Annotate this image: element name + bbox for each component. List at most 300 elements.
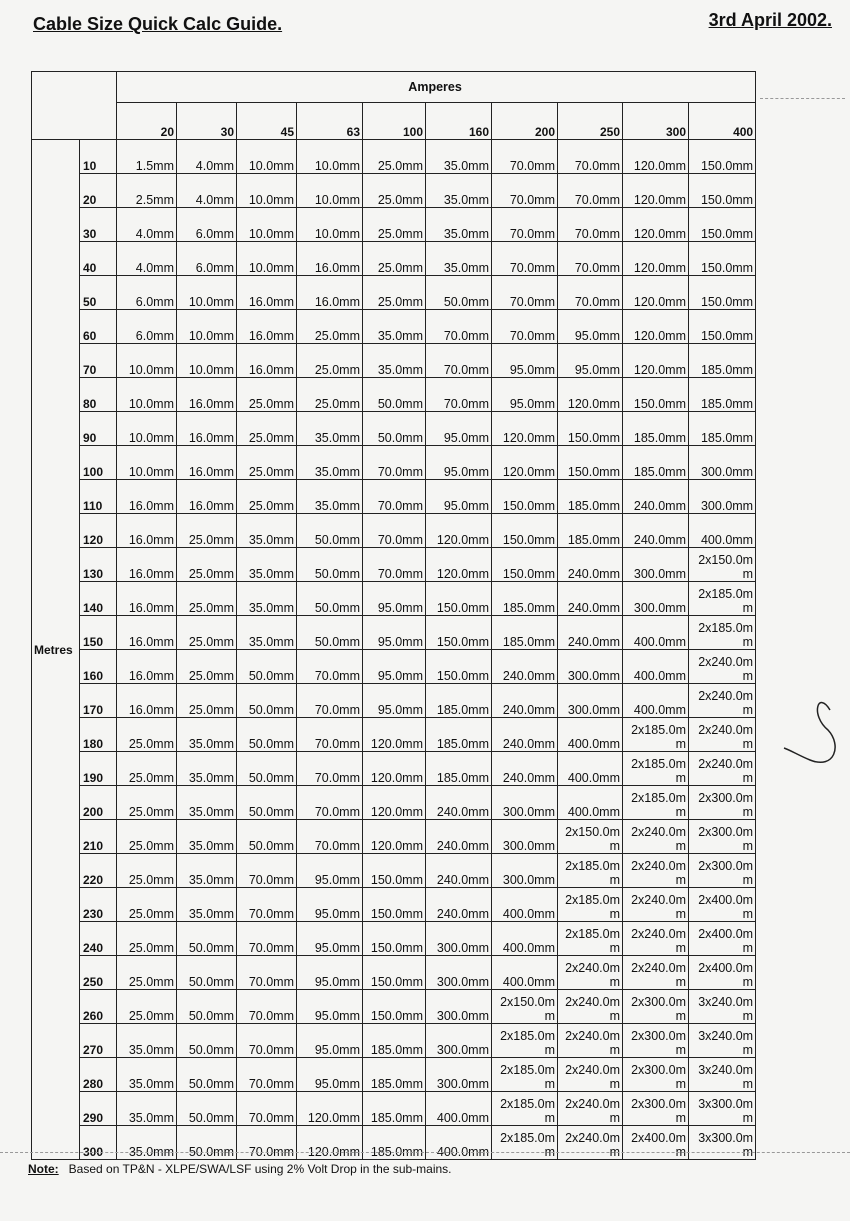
distance-cell: 230: [80, 888, 117, 922]
distance-cell: 60: [80, 310, 117, 344]
cable-size-cell: 95.0mm: [297, 1058, 363, 1092]
table-row: [32, 208, 756, 242]
cable-size-cell: 10.0mm: [117, 412, 177, 446]
cable-size-cell: 400.0mm: [558, 786, 623, 820]
cable-size-cell: 35.0mm: [426, 140, 492, 174]
cable-size-cell: 95.0mm: [363, 582, 426, 616]
cable-size-cell: 70.0mm: [297, 650, 363, 684]
cable-size-cell: 35.0mm: [297, 480, 363, 514]
cable-size-cell: 95.0mm: [426, 412, 492, 446]
cable-size-cell: 95.0mm: [297, 956, 363, 990]
cable-size-cell: 16.0mm: [237, 276, 297, 310]
cable-size-cell: 70.0mm: [297, 786, 363, 820]
cable-size-cell: 10.0mm: [237, 174, 297, 208]
cable-size-cell: 120.0mm: [363, 752, 426, 786]
cable-size-cell: 2x185.0mm: [492, 1058, 558, 1092]
cable-size-cell: 3x300.0mm: [689, 1092, 756, 1126]
cable-size-cell: 2x240.0mm: [558, 1126, 623, 1160]
cable-size-cell: 10.0mm: [237, 140, 297, 174]
amperes-header-row: [32, 72, 756, 103]
cable-size-cell: 400.0mm: [689, 514, 756, 548]
table-row: [32, 548, 756, 582]
cable-size-cell: 2x240.0mm: [623, 820, 689, 854]
table-row: [32, 582, 756, 616]
cable-size-cell: 300.0mm: [623, 582, 689, 616]
cable-size-cell: 10.0mm: [177, 344, 237, 378]
cable-size-cell: 16.0mm: [117, 480, 177, 514]
table-row: [32, 1024, 756, 1058]
cable-size-cell: 2x300.0mm: [689, 820, 756, 854]
cable-size-cell: 35.0mm: [237, 548, 297, 582]
cable-size-cell: 300.0mm: [689, 480, 756, 514]
cable-size-cell: 185.0mm: [689, 378, 756, 412]
cable-size-cell: 120.0mm: [623, 174, 689, 208]
cable-size-cell: 25.0mm: [237, 480, 297, 514]
cable-size-cell: 2x185.0mm: [492, 1024, 558, 1058]
cable-size-cell: 25.0mm: [237, 378, 297, 412]
distance-cell: 260: [80, 990, 117, 1024]
cable-size-cell: 300.0mm: [689, 446, 756, 480]
cable-size-cell: 185.0mm: [689, 412, 756, 446]
cable-size-cell: 10.0mm: [177, 310, 237, 344]
cable-size-cell: 120.0mm: [492, 446, 558, 480]
cable-size-cell: 120.0mm: [623, 242, 689, 276]
cable-size-cell: 35.0mm: [177, 820, 237, 854]
table-row: [32, 276, 756, 310]
cable-size-cell: 300.0mm: [426, 922, 492, 956]
cable-size-cell: 70.0mm: [237, 956, 297, 990]
cable-size-cell: 50.0mm: [297, 548, 363, 582]
cable-size-cell: 240.0mm: [426, 854, 492, 888]
cable-size-cell: 70.0mm: [492, 208, 558, 242]
cable-size-cell: 70.0mm: [297, 752, 363, 786]
distance-cell: 140: [80, 582, 117, 616]
cable-size-cell: 70.0mm: [237, 888, 297, 922]
cable-size-cell: 150.0mm: [363, 854, 426, 888]
cable-size-cell: 240.0mm: [558, 548, 623, 582]
table-row: [32, 922, 756, 956]
cable-size-cell: 70.0mm: [492, 242, 558, 276]
cable-size-cell: 185.0mm: [623, 412, 689, 446]
cable-size-cell: 95.0mm: [492, 378, 558, 412]
cable-size-cell: 185.0mm: [492, 616, 558, 650]
cable-size-cell: 2x150.0mm: [558, 820, 623, 854]
cable-size-cell: 185.0mm: [363, 1092, 426, 1126]
cable-size-cell: 35.0mm: [297, 446, 363, 480]
cable-size-cell: 300.0mm: [426, 1024, 492, 1058]
cable-size-cell: 2x300.0mm: [623, 1024, 689, 1058]
cable-size-cell: 95.0mm: [426, 446, 492, 480]
distance-cell: 80: [80, 378, 117, 412]
cable-size-cell: 120.0mm: [492, 412, 558, 446]
cable-size-cell: 120.0mm: [363, 820, 426, 854]
cable-size-cell: 70.0mm: [237, 1024, 297, 1058]
cable-size-cell: 240.0mm: [492, 684, 558, 718]
cable-size-cell: 2x300.0mm: [689, 854, 756, 888]
cable-size-cell: 16.0mm: [297, 242, 363, 276]
cable-size-cell: 35.0mm: [297, 412, 363, 446]
note-label: Note:: [28, 1162, 59, 1176]
cable-size-cell: 10.0mm: [177, 276, 237, 310]
cable-size-cell: 300.0mm: [558, 650, 623, 684]
cable-size-cell: 10.0mm: [297, 208, 363, 242]
cable-size-cell: 400.0mm: [623, 616, 689, 650]
cable-size-cell: 25.0mm: [297, 378, 363, 412]
cable-size-cell: 16.0mm: [177, 480, 237, 514]
distance-cell: 190: [80, 752, 117, 786]
current-header-cell: 100: [363, 103, 426, 140]
distance-cell: 130: [80, 548, 117, 582]
cable-size-cell: 150.0mm: [689, 174, 756, 208]
current-header-cell: 250: [558, 103, 623, 140]
document-date: 3rd April 2002.: [708, 10, 832, 30]
cable-size-cell: 70.0mm: [297, 820, 363, 854]
cable-size-cell: 300.0mm: [426, 990, 492, 1024]
table-row: [32, 480, 756, 514]
cable-size-cell: 50.0mm: [237, 820, 297, 854]
distance-cell: 270: [80, 1024, 117, 1058]
cable-size-cell: 70.0mm: [492, 276, 558, 310]
cable-size-cell: 150.0mm: [492, 480, 558, 514]
cable-size-cell: 70.0mm: [492, 310, 558, 344]
table-row: [32, 888, 756, 922]
cable-size-cell: 120.0mm: [623, 140, 689, 174]
cable-size-cell: 400.0mm: [558, 752, 623, 786]
cable-size-cell: 6.0mm: [177, 208, 237, 242]
cable-size-cell: 70.0mm: [237, 1092, 297, 1126]
cable-size-cell: 2x150.0mm: [689, 548, 756, 582]
cable-size-cell: 2x400.0mm: [689, 888, 756, 922]
cable-size-cell: 95.0mm: [426, 480, 492, 514]
footnote: [28, 1162, 452, 1176]
cable-size-cell: 400.0mm: [623, 650, 689, 684]
cable-size-cell: 2x400.0mm: [689, 956, 756, 990]
cable-size-cell: 150.0mm: [689, 310, 756, 344]
cable-size-cell: 150.0mm: [363, 956, 426, 990]
cable-size-cell: 300.0mm: [492, 786, 558, 820]
cable-size-cell: 120.0mm: [426, 514, 492, 548]
cable-size-cell: 300.0mm: [492, 820, 558, 854]
cable-size-cell: 2x240.0mm: [558, 1092, 623, 1126]
cable-size-cell: 25.0mm: [363, 276, 426, 310]
distance-cell: 200: [80, 786, 117, 820]
cable-size-cell: 240.0mm: [623, 514, 689, 548]
cable-size-cell: 4.0mm: [177, 140, 237, 174]
cable-size-cell: 10.0mm: [297, 140, 363, 174]
cable-size-cell: 50.0mm: [363, 378, 426, 412]
cable-size-cell: 25.0mm: [117, 718, 177, 752]
cable-size-cell: 2x240.0mm: [623, 922, 689, 956]
cable-size-cell: 120.0mm: [426, 548, 492, 582]
cable-size-cell: 185.0mm: [426, 718, 492, 752]
distance-cell: 290: [80, 1092, 117, 1126]
cable-size-cell: 400.0mm: [426, 1126, 492, 1160]
cable-size-cell: 2x240.0mm: [558, 1024, 623, 1058]
cable-size-cell: 95.0mm: [558, 344, 623, 378]
distance-cell: 100: [80, 446, 117, 480]
cable-size-cell: 400.0mm: [492, 956, 558, 990]
cable-size-cell: 95.0mm: [363, 684, 426, 718]
table-row: [32, 1126, 756, 1160]
table-row: [32, 820, 756, 854]
cable-size-cell: 70.0mm: [237, 990, 297, 1024]
cable-size-cell: 10.0mm: [297, 174, 363, 208]
table-row: [32, 242, 756, 276]
cable-size-cell: 400.0mm: [623, 684, 689, 718]
pen-mark-icon: [780, 690, 850, 780]
cable-size-cell: 2x185.0mm: [623, 786, 689, 820]
cable-size-cell: 16.0mm: [177, 378, 237, 412]
cable-size-cell: 35.0mm: [363, 310, 426, 344]
cable-size-cell: 95.0mm: [492, 344, 558, 378]
cable-size-cell: 240.0mm: [492, 752, 558, 786]
cable-size-cell: 2x240.0mm: [689, 752, 756, 786]
cable-size-cell: 70.0mm: [492, 174, 558, 208]
cable-size-cell: 16.0mm: [117, 514, 177, 548]
cable-size-cell: 2.5mm: [117, 174, 177, 208]
table-row: [32, 140, 756, 174]
cable-size-cell: 70.0mm: [297, 684, 363, 718]
cable-size-cell: 300.0mm: [426, 1058, 492, 1092]
cable-size-cell: 50.0mm: [297, 582, 363, 616]
table-row: [32, 446, 756, 480]
cable-size-cell: 35.0mm: [117, 1058, 177, 1092]
scan-line: [0, 1152, 850, 1153]
cable-size-cell: 50.0mm: [177, 990, 237, 1024]
cable-size-cell: 25.0mm: [117, 854, 177, 888]
cable-size-cell: 185.0mm: [363, 1126, 426, 1160]
cable-size-cell: 25.0mm: [117, 922, 177, 956]
cable-size-cell: 2x185.0mm: [689, 616, 756, 650]
metres-label: Metres: [32, 140, 80, 1160]
cable-size-cell: 70.0mm: [558, 276, 623, 310]
cable-size-cell: 150.0mm: [363, 922, 426, 956]
cable-size-cell: 50.0mm: [363, 412, 426, 446]
distance-cell: 50: [80, 276, 117, 310]
cable-size-cell: 95.0mm: [297, 990, 363, 1024]
cable-size-cell: 25.0mm: [117, 752, 177, 786]
cable-size-cell: 2x240.0mm: [623, 854, 689, 888]
cable-size-cell: 3x240.0mm: [689, 1024, 756, 1058]
cable-size-cell: 50.0mm: [177, 1024, 237, 1058]
cable-size-cell: 150.0mm: [426, 582, 492, 616]
cable-size-cell: 25.0mm: [297, 344, 363, 378]
cable-size-cell: 4.0mm: [117, 208, 177, 242]
cable-size-cell: 70.0mm: [237, 854, 297, 888]
cable-size-cell: 240.0mm: [492, 650, 558, 684]
distance-cell: 240: [80, 922, 117, 956]
cable-size-cell: 16.0mm: [297, 276, 363, 310]
cable-size-cell: 2x185.0mm: [689, 582, 756, 616]
cable-size-cell: 3x240.0mm: [689, 1058, 756, 1092]
cable-size-cell: 2x185.0mm: [623, 752, 689, 786]
cable-size-cell: 25.0mm: [363, 208, 426, 242]
cable-size-cell: 50.0mm: [297, 616, 363, 650]
cable-size-cell: 50.0mm: [297, 514, 363, 548]
cable-size-cell: 70.0mm: [237, 1126, 297, 1160]
cable-size-cell: 150.0mm: [363, 888, 426, 922]
cable-size-cell: 35.0mm: [177, 752, 237, 786]
cable-size-cell: 10.0mm: [117, 378, 177, 412]
current-header-cell: 63: [297, 103, 363, 140]
document-title: Cable Size Quick Calc Guide.: [33, 14, 283, 34]
cable-size-cell: 6.0mm: [117, 276, 177, 310]
cable-size-cell: 10.0mm: [237, 242, 297, 276]
current-header-cell: 30: [177, 103, 237, 140]
cable-size-cell: 16.0mm: [117, 650, 177, 684]
cable-size-cell: 35.0mm: [117, 1092, 177, 1126]
amperes-label: Amperes: [117, 72, 756, 103]
cable-size-cell: 35.0mm: [363, 344, 426, 378]
cable-size-cell: 4.0mm: [117, 242, 177, 276]
cable-size-cell: 70.0mm: [363, 446, 426, 480]
cable-size-cell: 10.0mm: [117, 344, 177, 378]
cable-size-table: [31, 71, 756, 1160]
current-header-row: [32, 103, 756, 140]
cable-size-cell: 2x185.0mm: [623, 718, 689, 752]
table-row: [32, 786, 756, 820]
cable-size-cell: 2x240.0mm: [623, 956, 689, 990]
cable-size-cell: 150.0mm: [492, 548, 558, 582]
current-header-cell: 200: [492, 103, 558, 140]
cable-size-cell: 25.0mm: [237, 446, 297, 480]
distance-cell: 300: [80, 1126, 117, 1160]
cable-size-cell: 50.0mm: [177, 956, 237, 990]
cable-size-cell: 50.0mm: [426, 276, 492, 310]
cable-size-cell: 95.0mm: [297, 1024, 363, 1058]
cable-size-cell: 150.0mm: [689, 140, 756, 174]
cable-size-cell: 240.0mm: [426, 786, 492, 820]
cable-size-cell: 2x240.0mm: [689, 718, 756, 752]
distance-cell: 180: [80, 718, 117, 752]
distance-cell: 150: [80, 616, 117, 650]
distance-cell: 110: [80, 480, 117, 514]
table-row: [32, 956, 756, 990]
cable-size-cell: 185.0mm: [558, 480, 623, 514]
cable-size-cell: 16.0mm: [177, 446, 237, 480]
cable-size-cell: 95.0mm: [297, 922, 363, 956]
cable-size-cell: 2x300.0mm: [689, 786, 756, 820]
cable-size-cell: 2x300.0mm: [623, 1092, 689, 1126]
cable-size-cell: 25.0mm: [117, 820, 177, 854]
cable-size-cell: 35.0mm: [237, 582, 297, 616]
cable-size-cell: 70.0mm: [558, 242, 623, 276]
table-row: [32, 990, 756, 1024]
cable-size-cell: 150.0mm: [492, 514, 558, 548]
cable-size-cell: 185.0mm: [623, 446, 689, 480]
cable-size-cell: 150.0mm: [689, 242, 756, 276]
cable-size-cell: 25.0mm: [363, 242, 426, 276]
current-header-cell: 400: [689, 103, 756, 140]
cable-size-cell: 70.0mm: [558, 208, 623, 242]
distance-cell: 30: [80, 208, 117, 242]
cable-size-cell: 185.0mm: [363, 1058, 426, 1092]
distance-cell: 160: [80, 650, 117, 684]
distance-cell: 40: [80, 242, 117, 276]
cable-size-cell: 70.0mm: [297, 718, 363, 752]
cable-size-cell: 50.0mm: [177, 922, 237, 956]
cable-size-cell: 25.0mm: [177, 650, 237, 684]
table-row: [32, 174, 756, 208]
cable-size-cell: 2x240.0mm: [558, 956, 623, 990]
cable-size-cell: 120.0mm: [623, 208, 689, 242]
cable-size-cell: 240.0mm: [426, 888, 492, 922]
table-row: [32, 616, 756, 650]
cable-size-cell: 2x185.0mm: [558, 854, 623, 888]
cable-size-cell: 150.0mm: [558, 446, 623, 480]
cable-size-cell: 2x185.0mm: [492, 1092, 558, 1126]
cable-size-cell: 3x300.0mm: [689, 1126, 756, 1160]
distance-cell: 250: [80, 956, 117, 990]
cable-size-cell: 35.0mm: [426, 174, 492, 208]
cable-size-cell: 25.0mm: [237, 412, 297, 446]
cable-size-cell: 150.0mm: [623, 378, 689, 412]
cable-size-cell: 240.0mm: [623, 480, 689, 514]
cable-size-cell: 70.0mm: [363, 514, 426, 548]
cable-size-cell: 95.0mm: [558, 310, 623, 344]
cable-size-cell: 35.0mm: [237, 514, 297, 548]
cable-size-cell: 185.0mm: [492, 582, 558, 616]
cable-size-cell: 25.0mm: [117, 990, 177, 1024]
cable-size-cell: 16.0mm: [117, 684, 177, 718]
cable-size-cell: 70.0mm: [492, 140, 558, 174]
cable-size-cell: 35.0mm: [177, 888, 237, 922]
cable-size-cell: 240.0mm: [558, 616, 623, 650]
cable-size-cell: 70.0mm: [237, 1058, 297, 1092]
cable-size-cell: 400.0mm: [426, 1092, 492, 1126]
cable-size-cell: 2x185.0mm: [492, 1126, 558, 1160]
cable-size-cell: 25.0mm: [117, 956, 177, 990]
cable-size-cell: 185.0mm: [363, 1024, 426, 1058]
distance-cell: 220: [80, 854, 117, 888]
distance-cell: 70: [80, 344, 117, 378]
cable-size-cell: 50.0mm: [177, 1058, 237, 1092]
current-header-cell: 160: [426, 103, 492, 140]
cable-size-cell: 185.0mm: [426, 684, 492, 718]
table-row: [32, 718, 756, 752]
cable-size-cell: 400.0mm: [492, 922, 558, 956]
cable-size-cell: 50.0mm: [237, 786, 297, 820]
cable-size-cell: 70.0mm: [426, 310, 492, 344]
cable-size-cell: 70.0mm: [558, 174, 623, 208]
table-row: [32, 1058, 756, 1092]
cable-size-cell: 2x400.0mm: [623, 1126, 689, 1160]
cable-size-cell: 2x240.0mm: [558, 1058, 623, 1092]
cable-size-cell: 150.0mm: [363, 990, 426, 1024]
cable-size-cell: 70.0mm: [426, 378, 492, 412]
cable-size-cell: 2x300.0mm: [623, 1058, 689, 1092]
cable-size-cell: 70.0mm: [237, 922, 297, 956]
table-row: [32, 1092, 756, 1126]
cable-size-cell: 70.0mm: [558, 140, 623, 174]
cable-size-cell: 35.0mm: [177, 786, 237, 820]
cable-size-cell: 95.0mm: [297, 854, 363, 888]
cable-size-cell: 2x240.0mm: [689, 650, 756, 684]
cable-size-cell: 50.0mm: [237, 650, 297, 684]
table-body: [32, 72, 756, 1160]
table-row: [32, 684, 756, 718]
cable-size-cell: 10.0mm: [237, 208, 297, 242]
cable-size-cell: 2x240.0mm: [558, 990, 623, 1024]
distance-cell: 90: [80, 412, 117, 446]
cable-size-cell: 50.0mm: [237, 718, 297, 752]
cable-size-cell: 6.0mm: [117, 310, 177, 344]
cable-size-cell: 150.0mm: [689, 276, 756, 310]
corner-cell: [32, 72, 117, 140]
cable-size-cell: 50.0mm: [237, 684, 297, 718]
table-row: [32, 412, 756, 446]
cable-size-cell: 70.0mm: [363, 548, 426, 582]
